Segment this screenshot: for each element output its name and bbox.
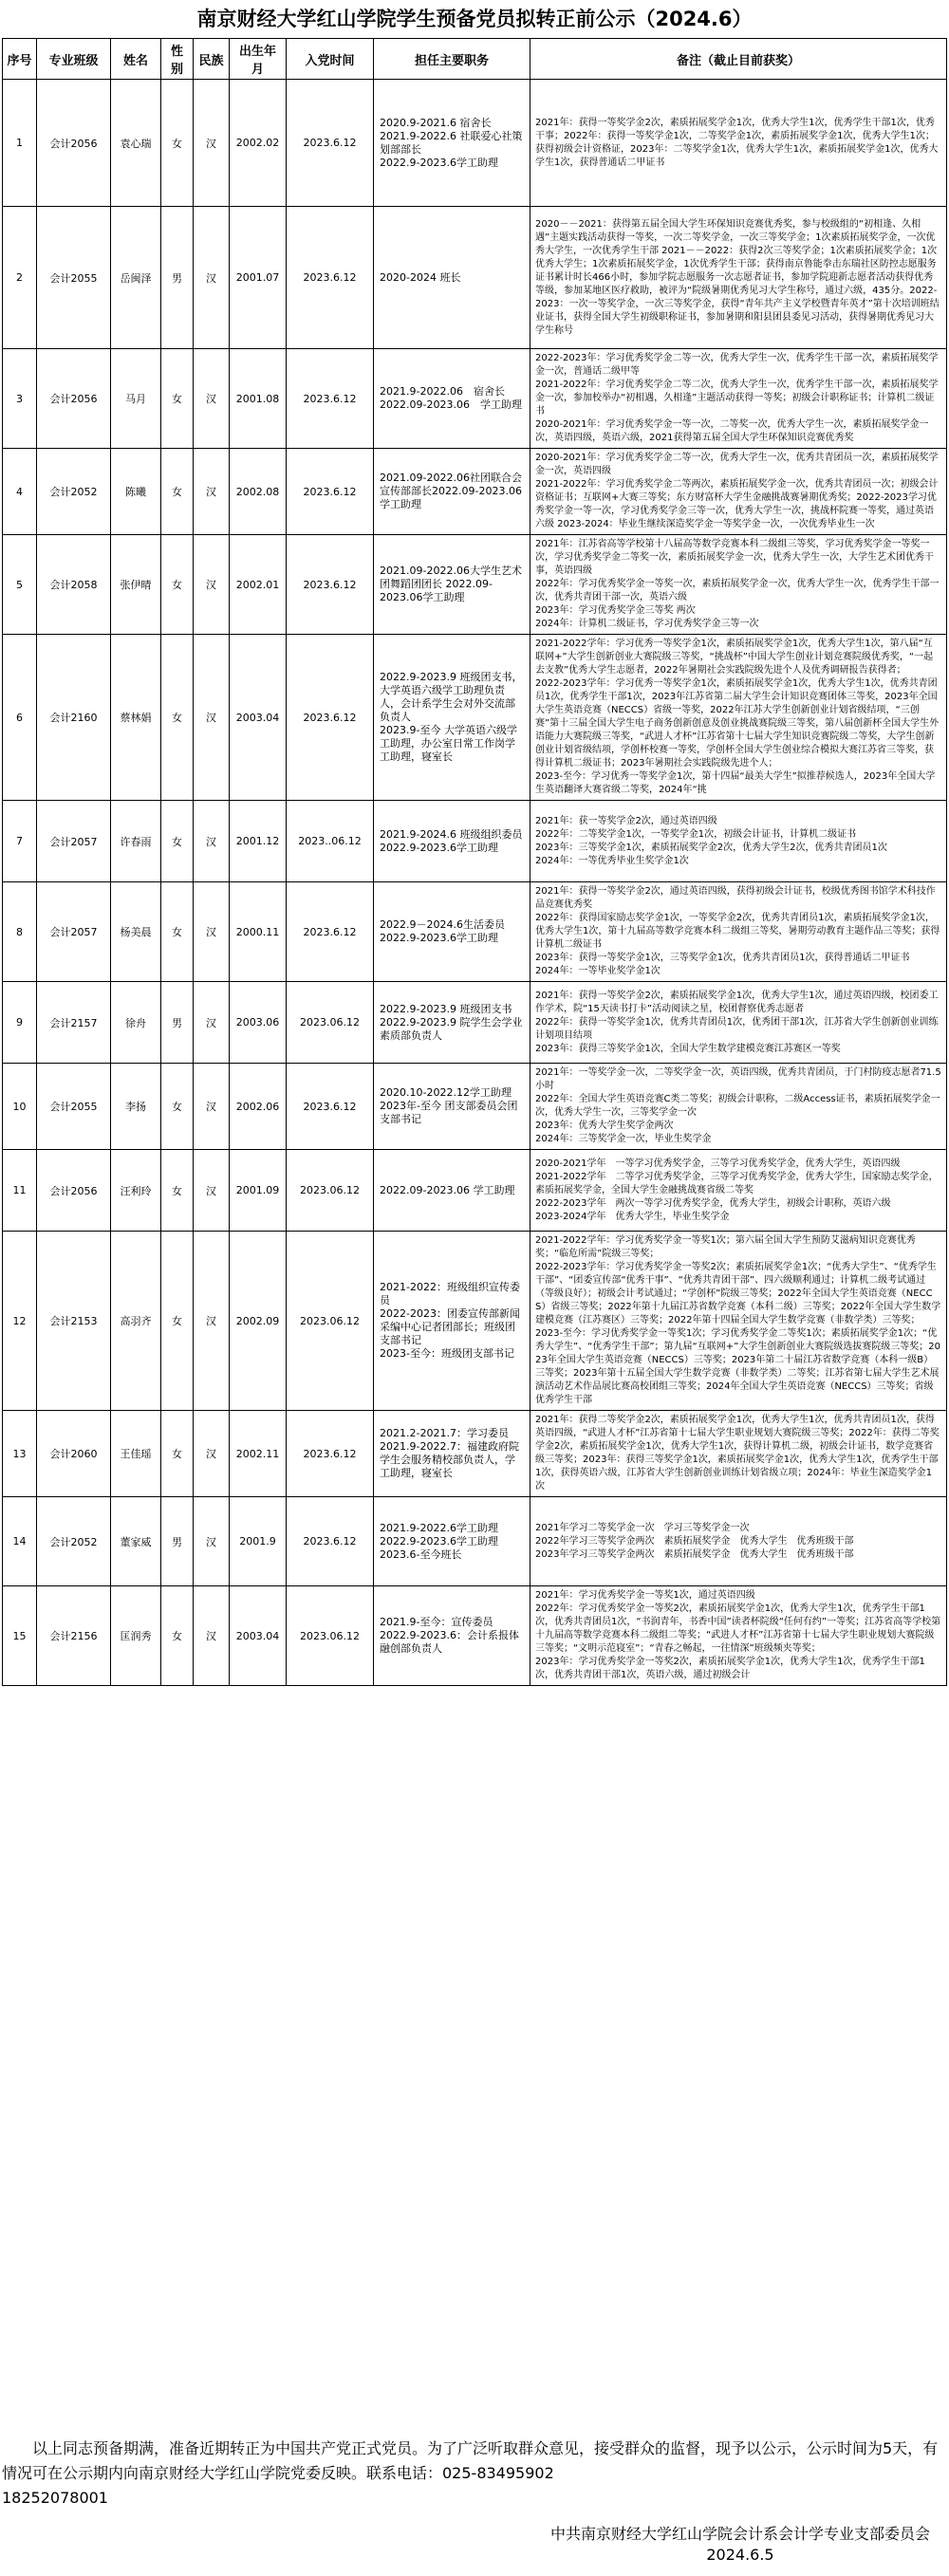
award-line: 2023-2024学年 优秀大学生，毕业生奖学金	[535, 1211, 730, 1222]
award-line: 2021年：学习优秀奖学金一等奖1次，通过英语四级	[535, 1590, 755, 1601]
cell-class: 会计2052	[37, 449, 111, 535]
cell-birth: 2002.02	[230, 80, 287, 207]
cell-class: 会计2057	[37, 882, 111, 982]
cell-join: 2023.6.12	[287, 535, 374, 635]
cell-join: 2023.6.12	[287, 349, 374, 449]
cell-gender: 男	[161, 982, 194, 1064]
cell-duty	[374, 801, 530, 882]
cell-birth: 2000.11	[230, 882, 287, 982]
duty-line: 2021.9-2022.6学工助理	[380, 1521, 498, 1534]
cell-no: 13	[3, 1411, 37, 1497]
footer-org: 中共南京财经大学红山学院会计系会计学专业支部委员会	[549, 2525, 930, 2543]
cell-join: 2023..06.12	[287, 801, 374, 882]
duty-line: 2022.9-2023.6学工助理	[380, 1534, 498, 1547]
announcement-table	[2, 38, 947, 1686]
footer-signature	[550, 2524, 930, 2566]
table-row	[3, 882, 947, 982]
award-line: 2022年学习三等奖学金两次 素质拓展奖学金 优秀大学生 优秀班级干部	[535, 1535, 854, 1547]
award-line: 2021年：获得一等奖学金2次，素质拓展奖学金1次，优秀大学生1次，通过英语四级，校团委工作学术，院“15天读书打卡”活动阅读之星，校团督察优秀志愿者	[535, 990, 939, 1014]
duty-line: 2020.9-2021.6 宿舍长	[380, 116, 492, 129]
award-line: 2020-2021年：学习优秀奖学金二等一次，优秀大学生一次，优秀共青团员一次，素质拓展奖学金一次，英语四级	[535, 453, 939, 476]
cell-duty	[374, 1064, 530, 1150]
table-row	[3, 635, 947, 801]
cell-class: 会计2153	[37, 1232, 111, 1411]
header-name: 姓名	[111, 39, 161, 80]
award-line: 2023年：学习优秀奖学金一等奖2次，素质拓展奖学金1次，优秀大学生1次，优秀学生干部1次，优秀共青团干部1次，英语六级，通过初级会计	[535, 1657, 925, 1680]
award-line: 2024年：计算机二级证书，学习优秀奖学金三等一次	[535, 619, 759, 629]
cell-name: 李扬	[111, 1064, 161, 1150]
cell-gender: 女	[161, 1411, 194, 1497]
award-line: 2021-2022学年：学习优秀一等奖学金1次，素质拓展奖学金1次，优秀大学生1次，第八届“互联网+”大学生创新创业大赛院级三等奖，“挑战杯”中国大学生创业计划竞赛院级优秀奖，“一起去支教”优秀大学生志愿者，2022年暑期社会实践院级先进个人及优秀调研报告获得者；	[535, 639, 934, 676]
cell-awards	[530, 535, 947, 635]
duty-line: 2022.09-2023.06 学工助理	[380, 398, 522, 411]
cell-awards	[530, 801, 947, 882]
cell-gender: 女	[161, 80, 194, 207]
cell-no: 2	[3, 207, 37, 349]
header-no: 序号	[3, 39, 37, 80]
cell-no: 6	[3, 635, 37, 801]
cell-name: 徐舟	[111, 982, 161, 1064]
award-line: 2023年：获得三等奖学金1次，全国大学生数学建模竞赛江苏赛区一等奖	[535, 1043, 841, 1054]
cell-name: 董家威	[111, 1497, 161, 1586]
footer-phone: 18252078001	[2, 2489, 108, 2507]
award-line: 2024年：三等奖学金一次，毕业生奖学金	[535, 1134, 712, 1144]
cell-awards	[530, 1497, 947, 1586]
table-row	[3, 1497, 947, 1586]
cell-class: 会计2055	[37, 207, 111, 349]
cell-gender: 男	[161, 207, 194, 349]
duty-line: 2021.9-2022.6 社联爱心社策划部部长	[380, 129, 523, 156]
duty-line: 2022.9－2024.6生活委员	[380, 918, 505, 931]
cell-class: 会计2056	[37, 349, 111, 449]
cell-duty	[374, 635, 530, 801]
cell-gender: 女	[161, 1232, 194, 1411]
duty-line: 2020.10-2022.12学工助理	[380, 1086, 512, 1099]
cell-duty	[374, 1232, 530, 1411]
cell-duty	[374, 80, 530, 207]
award-line: 2024年：一等优秀毕业生奖学金1次	[535, 855, 689, 866]
cell-gender: 女	[161, 1586, 194, 1686]
cell-ethnic: 汉	[194, 1411, 230, 1497]
cell-class: 会计2058	[37, 535, 111, 635]
award-line: 2021年学习二等奖学金一次 学习三等奖学金一次	[535, 1522, 750, 1533]
duty-line: 2021.9-2024.6 班级组织委员	[380, 827, 523, 841]
cell-birth: 2003.04	[230, 1586, 287, 1686]
cell-awards	[530, 1150, 947, 1232]
cell-ethnic: 汉	[194, 207, 230, 349]
table-row	[3, 982, 947, 1064]
cell-ethnic: 汉	[194, 1064, 230, 1150]
cell-name: 匡润秀	[111, 1586, 161, 1686]
cell-no: 9	[3, 982, 37, 1064]
cell-gender: 女	[161, 1150, 194, 1232]
cell-awards	[530, 349, 947, 449]
cell-birth: 2002.09	[230, 1232, 287, 1411]
cell-join: 2023.6.12	[287, 1497, 374, 1586]
cell-duty	[374, 207, 530, 349]
cell-awards	[530, 207, 947, 349]
cell-duty	[374, 882, 530, 982]
table-row	[3, 1586, 947, 1686]
cell-birth: 2002.01	[230, 535, 287, 635]
cell-join: 2023.6.12	[287, 449, 374, 535]
award-line: 2023-至今：学习优秀奖学金一等奖1次；学习优秀奖学金二等奖1次；素质拓展奖学金1次；“优秀大学生”、“优秀学生干部”；第九届“互联网+”大学生创新创业大赛院级选拔赛院级三等奖；2023年全国大学生英语竞赛（NECCS）三等奖；2023年第二十届江苏省数学竞赛（本科一级B）三等奖；2023年第十五届全国大学生数学竞赛（非数学类）二等奖；江苏省第七届大学生艺术展演活动艺术作品展比赛高校团组三等奖；2024年全国大学生英语竞赛（NECCS）三等奖；省级优秀学生干部	[535, 1328, 941, 1405]
cell-ethnic: 汉	[194, 1586, 230, 1686]
award-line: 2022年：全国大学生英语竞赛C类二等奖；初级会计职称，二级Access证书，素质拓展奖学金一次，优秀大学生一次，三等奖学金一次	[535, 1094, 940, 1118]
header-class: 专业班级	[37, 39, 111, 80]
cell-awards	[530, 1064, 947, 1150]
duty-line: 2023.6-至今班长	[380, 1547, 462, 1561]
cell-join: 2023.06.12	[287, 1232, 374, 1411]
cell-no: 10	[3, 1064, 37, 1150]
cell-no: 1	[3, 80, 37, 207]
award-line: 2023年：获得一等奖学金1次，三等奖学金1次，优秀共青团员1次，获得普通话二甲证书	[535, 953, 910, 963]
duty-line: 2021.9-至今：宣传委员	[380, 1616, 493, 1628]
duty-line: 2022.9-2023.9 班级团支书	[380, 1002, 512, 1015]
award-line: 2022-2023学年：学习优秀一等奖学金1次，素质拓展奖学金1次，优秀大学生1次，优秀共青团员1次，优秀学生干部1次，2023年江苏省第二届大学生会计知识竞赛团体三等奖，2023年全国大学生英语竞赛（NECCS）省级一等奖，2022年江苏大学生创新创业计划省级结项，“三创赛”第十三届全国大学生电子商务创新创意及创业挑战赛院级三等奖，第八届创新杯全国大学生外语能力大赛院级三等奖，“武进人才杯”江苏省第十七届大学生知识竞赛院级二等奖，大学生创新创业计划省级结项，学创杯校赛一等奖，学创杯全国大学生创业综合模拟大赛江苏省三等奖，获得计算机二级证书；2023年暑期社会实践院级先进个人；	[535, 678, 940, 769]
cell-no: 4	[3, 449, 37, 535]
footer-date: 2024.6.5	[706, 2546, 774, 2564]
cell-duty	[374, 1411, 530, 1497]
duty-line: 2022.9-2023.9 院学生会学业素质部负责人	[380, 1015, 523, 1042]
table-row	[3, 801, 947, 882]
duty-line: 2022.9-2023.6：会计系报体融创部负责人	[380, 1629, 519, 1655]
duty-line: 2021.9-2022.06 宿舍长	[380, 385, 505, 398]
cell-name: 陈曦	[111, 449, 161, 535]
cell-duty	[374, 1150, 530, 1232]
award-line: 2021-2022年：学习优秀奖学金二等二次，优秀大学生一次，优秀学生干部一次，素质拓展奖学金一次，参加校举办“初相遇，久相逢”主题活动获得一等奖；初级会计职称证书；计算机二级证书	[535, 380, 939, 417]
cell-name: 张伊晴	[111, 535, 161, 635]
duty-line: 2022-2023：团委宣传部新闻采编中心记者团部长；班级团支部书记	[380, 1307, 520, 1346]
page-title: 南京财经大学红山学院学生预备党员拟转正前公示（2024.6）	[196, 8, 753, 30]
cell-class: 会计2052	[37, 1497, 111, 1586]
cell-no: 5	[3, 535, 37, 635]
table-row	[3, 1064, 947, 1150]
cell-gender: 女	[161, 449, 194, 535]
award-line: 2021年：获一等奖学金2次，通过英语四级	[535, 815, 717, 826]
cell-join: 2023.6.12	[287, 882, 374, 982]
cell-awards	[530, 635, 947, 801]
cell-no: 12	[3, 1232, 37, 1411]
cell-name: 袁心瑞	[111, 80, 161, 207]
cell-name: 岳闽泽	[111, 207, 161, 349]
award-line: 2022-2023学年：学习优秀奖学金一等奖2次；素质拓展奖学金1次；“优秀大学生”、“优秀学生干部”、“团委宣传部“优秀干事”、“优秀共青团干部”、四六级顺利通过；计算机二级考试通过（等级良好）；初级会计考试通过；“学创杯”院级三等奖；2022年全国大学生英语竞赛（NECCS）省级三等奖；2022年第十九届江苏省数学竞赛（本科二级）三等奖；2022年全国大学生数学建模竞赛（江苏赛区）三等奖；2022年第十四届全国大学生数学竞赛（非数学类）三等奖；	[535, 1262, 941, 1325]
duty-line: 2021.2-2021.7：学习委员 2021.9-2022.7：福建政府院学生会服务精校部负责人，学工助理，寝室长	[380, 1427, 519, 1479]
cell-class: 会计2056	[37, 80, 111, 207]
cell-ethnic: 汉	[194, 1150, 230, 1232]
cell-awards	[530, 982, 947, 1064]
cell-gender: 女	[161, 635, 194, 801]
award-line: 2023年：学习优秀奖学金三等奖 两次	[535, 605, 696, 616]
award-line: 2021-2022学年：学习优秀奖学金一等奖1次；第六届全国大学生预防艾滋病知识竞赛优秀奖；“临危所需”院级三等奖；	[535, 1235, 916, 1259]
cell-awards	[530, 80, 947, 207]
cell-join: 2023.06.12	[287, 1586, 374, 1686]
cell-duty	[374, 1586, 530, 1686]
cell-duty	[374, 535, 530, 635]
cell-birth: 2001.12	[230, 801, 287, 882]
cell-duty	[374, 982, 530, 1064]
award-line: 2023-至今：学习优秀一等奖学金1次，第十四届“最美大学生”拟推荐候选人，2023年全国大学生英语翻译大赛省级二等奖，2024年“挑	[535, 771, 936, 795]
cell-join: 2023.6.12	[287, 80, 374, 207]
cell-ethnic: 汉	[194, 882, 230, 982]
duty-line: 2022.9-2023.6学工助理	[380, 932, 498, 944]
cell-gender: 女	[161, 882, 194, 982]
table-row	[3, 449, 947, 535]
table-row	[3, 349, 947, 449]
award-line: 2023年：优秀大学生奖学金两次	[535, 1121, 674, 1131]
cell-birth: 2001.07	[230, 207, 287, 349]
cell-awards	[530, 882, 947, 982]
cell-ethnic: 汉	[194, 982, 230, 1064]
cell-name: 许春雨	[111, 801, 161, 882]
cell-awards	[530, 449, 947, 535]
cell-name: 马月	[111, 349, 161, 449]
header-duty: 担任主要职务	[374, 39, 530, 80]
cell-ethnic: 汉	[194, 80, 230, 207]
cell-gender: 女	[161, 801, 194, 882]
cell-join: 2023.6.12	[287, 207, 374, 349]
award-line: 2022年：获得一等奖学金1次，优秀共青团员1次，优秀团干部1次，江苏省大学生创新创业训练计划项目结项	[535, 1016, 939, 1041]
cell-birth: 2002.08	[230, 449, 287, 535]
header-birth: 出生年月	[230, 39, 287, 80]
award-line: 2021年：江苏省高等学校第十八届高等数学竞赛本科二级组三等奖，学习优秀奖学金一等奖一次，学习优秀奖学金二等奖一次，素质拓展奖学金一次，优秀大学生一次，大学生艺术团优秀干事，英语四级	[535, 539, 934, 576]
header-awards: 备注（截止目前获奖）	[530, 39, 947, 80]
footer-notice	[2, 2437, 947, 2486]
duty-line: 2020-2024 班长	[380, 270, 461, 284]
duty-line: 2023.9-至今 大学英语六级学工助理，办公室日常工作岗学工助理，寝室长	[380, 724, 517, 763]
cell-no: 15	[3, 1586, 37, 1686]
duty-line: 2023-至今：班级团支部书记	[380, 1347, 514, 1360]
cell-ethnic: 汉	[194, 635, 230, 801]
cell-ethnic: 汉	[194, 801, 230, 882]
table-row	[3, 207, 947, 349]
cell-birth: 2003.04	[230, 635, 287, 801]
cell-birth: 2001.9	[230, 1497, 287, 1586]
duty-line: 2022.9-2023.6学工助理	[380, 841, 498, 854]
cell-class: 会计2056	[37, 1150, 111, 1232]
cell-name: 王佳瑶	[111, 1411, 161, 1497]
award-line: 2022年：学习优秀奖学金一等奖一次，素质拓展奖学金一次，优秀大学生一次，优秀学生干部一次，优秀共青团干部一次，英语六级	[535, 579, 940, 602]
award-line: 2021年：一等奖学金一次，二等奖学金一次，英语四级，优秀共青团员，于门村防疫志愿者71.5小时	[535, 1067, 941, 1091]
cell-join: 2023.6.12	[287, 1411, 374, 1497]
cell-duty	[374, 349, 530, 449]
cell-name: 汪利玲	[111, 1150, 161, 1232]
cell-name: 杨美晨	[111, 882, 161, 982]
award-line: 2023年：三等奖学金1次，素质拓展奖学金2次，优秀大学生2次，优秀共青团员1次	[535, 842, 887, 853]
header-ethnic: 民族	[194, 39, 230, 80]
header-join: 入党时间	[287, 39, 374, 80]
footer-notice-text: 以上同志预备期满，准备近期转正为中国共产党正式党员。为了广泛听取群众意见，接受群众的监督，现予以公示，公示时间为5天，有情况可在公示期内向南京财经大学红山学院党委反映。联系电话：025-83495902	[2, 2439, 939, 2482]
award-line: 2023年学习三等奖学金两次 素质拓展奖学金 优秀大学生 优秀班级干部	[535, 1548, 854, 1560]
cell-join: 2023.06.12	[287, 1150, 374, 1232]
award-line: 2021-2022学年 二等学习优秀奖学金，三等学习优秀奖学金，优秀大学生，国家励志奖学金，素质拓展奖学金，全国大学生金融挑战赛省级二等奖	[535, 1171, 939, 1195]
table-row	[3, 1150, 947, 1232]
cell-awards	[530, 1586, 947, 1686]
cell-join: 2023.06.12	[287, 982, 374, 1064]
cell-gender: 女	[161, 1064, 194, 1150]
cell-ethnic: 汉	[194, 1232, 230, 1411]
award-line: 2020-2021学年 一等学习优秀奖学金，三等学习优秀奖学金，优秀大学生，英语四级	[535, 1158, 901, 1169]
award-line: 2022年：学习优秀奖学金一等奖2次，素质拓展奖学金1次，优秀大学生1次，优秀学生干部1次，优秀共青团员1次，“书润青年，书香中国”读者杯院级“任何有约”一等奖；江苏省高等学校第十九届高等数学竞赛本科二级组二等奖；“武进人才杯”江苏省第十七届大学生职业规划大赛院级三等奖；“文明示范寝室”；“青春之畅起，一往情深”班级频夹等奖；	[535, 1603, 941, 1654]
cell-birth: 2002.11	[230, 1411, 287, 1497]
duty-line: 2022.9-2023.6学工助理	[380, 156, 498, 169]
cell-class: 会计2157	[37, 982, 111, 1064]
cell-gender: 女	[161, 535, 194, 635]
cell-ethnic: 汉	[194, 349, 230, 449]
cell-no: 7	[3, 801, 37, 882]
cell-ethnic: 汉	[194, 1497, 230, 1586]
table-row	[3, 80, 947, 207]
cell-duty	[374, 1497, 530, 1586]
cell-join: 2023.6.12	[287, 635, 374, 801]
table-row	[3, 1232, 947, 1411]
cell-ethnic: 汉	[194, 535, 230, 635]
award-line: 2020－－2021：获得第五届全国大学生环保知识竞赛优秀奖，参与校级组的“初相逢、久相遇”主题实践活动获得一等奖，一次二等奖学金，一次三等奖学金；1次素质拓展奖学金，一次优秀大学生，一次优秀学生干部 2021－－2022：获得2次三等奖学金；1次素质拓展奖学金；1次优秀大学生；1次素质拓展奖学金，1次优秀学生干部；获得南京鲁能拳击东瑞社区防控志愿服务证书累计时长466小时，参加学院志愿服务一次志愿者证书，参加学院迎新志愿者活动获得优秀等级，参加某地区医疗救助，被评为“院级暑期优秀见习大学生称号，通过六级，435分。2022-2023：一次一等奖学金，一次三等奖学金，获得“青年共产主义学校暨青年英才”第十次培训班结业证书，获得全国大学生初级职称证书，参加暑期和阳县团县委见习活动，获得暑期优秀见习大学生称号	[535, 218, 940, 336]
cell-no: 11	[3, 1150, 37, 1232]
cell-class: 会计2057	[37, 801, 111, 882]
duty-line: 2021.09-2022.06社团联合会宣传部部长2022.09-2023.06学工助理	[380, 472, 522, 510]
award-line: 2022年：获得国家励志奖学金1次，一等奖学金2次，优秀共青团员1次，素质拓展奖学金1次，优秀大学生1次，第十九届高等数学竞赛本科二级组三等奖，暑期劳动教育主题作品三等奖；获得计算机二级证书	[535, 913, 940, 950]
award-line: 2020-2021年：学习优秀奖学金一等一次，二等奖一次，优秀大学生一次，素质拓展奖学金一次，英语四级，英语六级，2021获得第五届全国大学生环保知识竞赛优秀奖	[535, 419, 929, 443]
cell-birth: 2003.06	[230, 982, 287, 1064]
table-row	[3, 535, 947, 635]
cell-join: 2023.6.12	[287, 1064, 374, 1150]
cell-class: 会计2060	[37, 1411, 111, 1497]
cell-gender: 女	[161, 349, 194, 449]
cell-gender: 男	[161, 1497, 194, 1586]
duty-line: 2021-2022：班级组织宣传委员	[380, 1281, 520, 1307]
duty-line: 2023年-至今 团支部委员会团支部书记	[380, 1100, 518, 1125]
cell-birth: 2002.06	[230, 1064, 287, 1150]
duty-line: 2022.09-2023.06 学工助理	[380, 1183, 515, 1196]
cell-awards	[530, 1411, 947, 1497]
cell-name: 蔡林娟	[111, 635, 161, 801]
table-row	[3, 1411, 947, 1497]
cell-no: 3	[3, 349, 37, 449]
award-line: 2022年：二等奖学金1次，一等奖学金1次，初级会计证书，计算机二级证书	[535, 828, 857, 840]
award-line: 2021年：获得一等奖学金2次，素质拓展奖学金1次，优秀大学生1次，优秀学生干部1次，优秀干事；2022年：获得一等奖学金1次，二等奖学金1次，素质拓展奖学金1次，优秀大学生1次；获得初级会计资格证，2023年：二等奖学金1次，优秀大学生1次，素质拓展奖学金1次，优秀大学生1次，获得普通话二甲证书	[535, 117, 939, 168]
award-line: 2021-2022年：学习优秀奖学金二等两次，素质拓展奖学金一次，优秀共青团员一次；初级会计资格证书；互联网+大赛三等奖；东方财富杯大学生金融挑战赛暑期优秀奖；2022-2023学习优秀奖学金一等一次，学习优秀奖学金三等一次，优秀大学生一次，挑战杯院赛一等奖，通过英语六级 2023-2024：毕业生继续深造奖学金一等奖学金一次，一次优秀毕业生一次	[535, 479, 939, 529]
cell-awards	[530, 1232, 947, 1411]
cell-no: 8	[3, 882, 37, 982]
header-gender: 性别	[161, 39, 194, 80]
cell-birth: 2001.08	[230, 349, 287, 449]
cell-birth: 2001.09	[230, 1150, 287, 1232]
cell-class: 会计2156	[37, 1586, 111, 1686]
cell-class: 会计2055	[37, 1064, 111, 1150]
award-line: 2022-2023学年 两次一等学习优秀奖学金，优秀大学生，初级会计职称，英语六级	[535, 1197, 891, 1209]
award-line: 2024年：一等毕业奖学金1次	[535, 966, 661, 976]
table-header-row	[3, 39, 947, 80]
cell-no: 14	[3, 1497, 37, 1586]
cell-name: 高羽齐	[111, 1232, 161, 1411]
duty-line: 2022.9-2023.9 班级团支书，大学英语六级学工助理负责人，会计系学生会对外交流部负责人	[380, 671, 523, 723]
award-line: 2022-2023年：学习优秀奖学金二等一次，优秀大学生一次，优秀学生干部一次，素质拓展奖学金一次，普通话二级甲等	[535, 353, 939, 377]
cell-duty	[374, 449, 530, 535]
cell-class: 会计2160	[37, 635, 111, 801]
award-line: 2021年：获得一等奖学金2次，通过英语四级，获得初级会计证书，校级优秀图书馆学术科技作品竞赛优秀奖	[535, 886, 936, 910]
cell-ethnic: 汉	[194, 449, 230, 535]
award-line: 2021年：获得二等奖学金2次，素质拓展奖学金1次，优秀大学生1次，优秀共青团员1次，获得英语四级，“武进人才杯”江苏省第十七届大学生职业规划大赛院级三等奖；2022年：获得二等奖学金2次，素质拓展奖学金1次，优秀大学生1次，获得计算机二级，初级会计证书，数学竞赛省级三等奖；2023年：获得三等奖学金1次，素质拓展奖学金1次，优秀大学生1次，优秀学生干部1次，获得英语六级，江苏省大学生创新创业训练计划省级立项；2024年：毕业生深造奖学金1次	[535, 1415, 940, 1492]
duty-line: 2021.09-2022.06大学生艺术团舞蹈团团长 2022.09-2023.06学工助理	[380, 565, 522, 603]
